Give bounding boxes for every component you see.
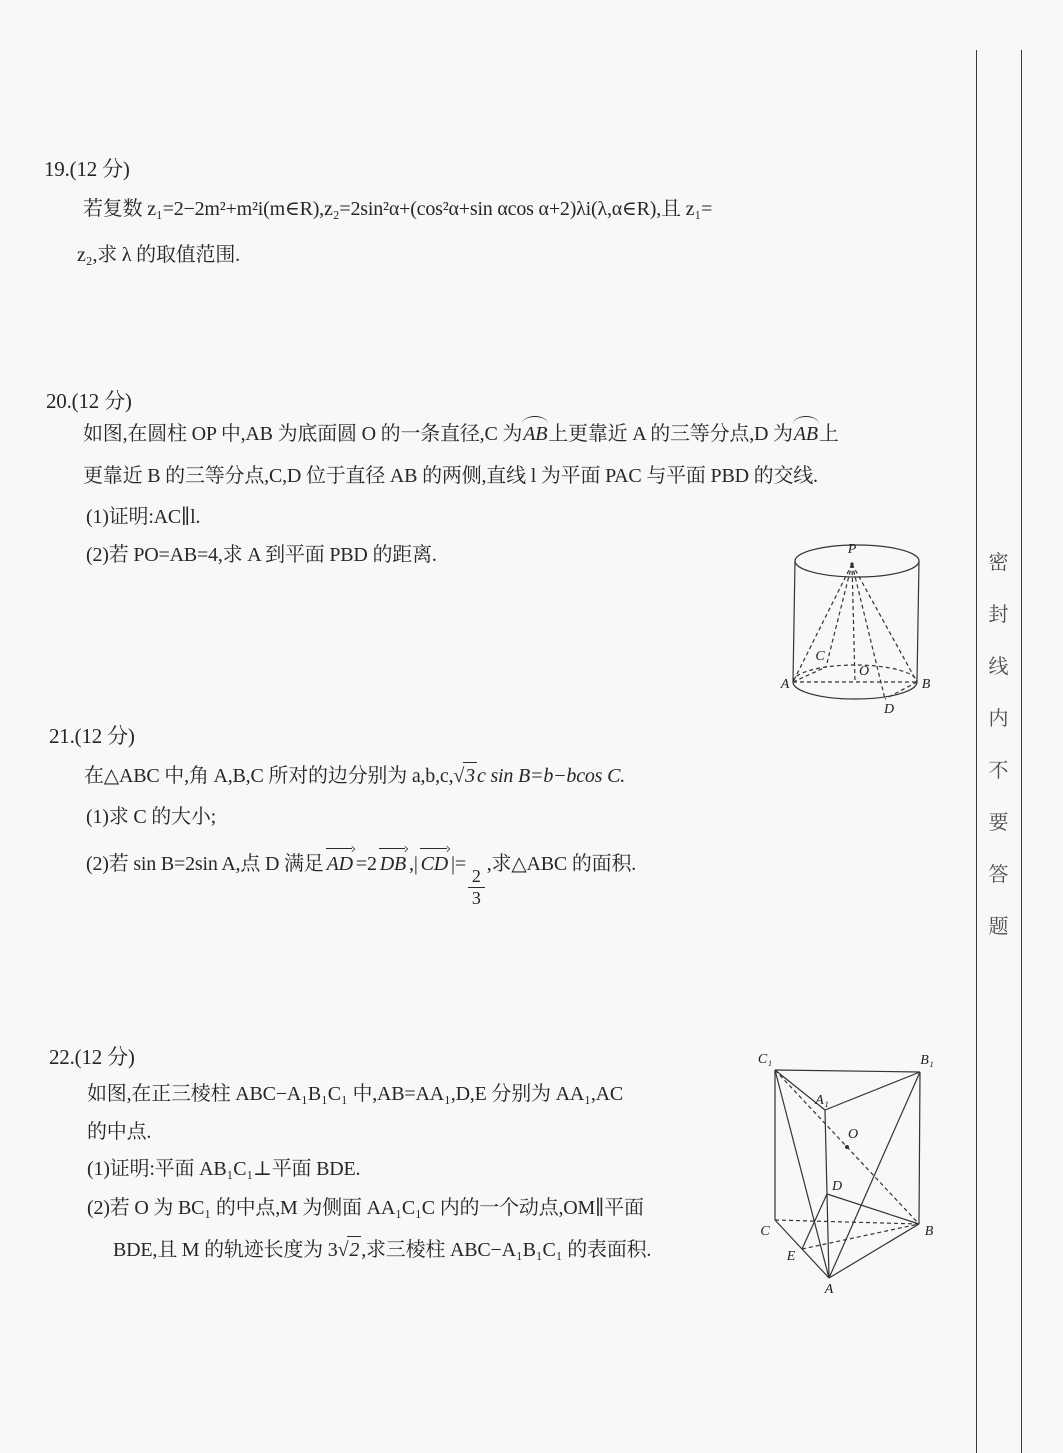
q21-score: (12 分) (74, 724, 135, 748)
q20-line-1 (83, 421, 839, 447)
q21-part-2-text-d: |= (451, 853, 466, 875)
q20-line-2: 更靠近 B 的三等分点,C,D 位于直径 AB 的两侧,直线 l 为平面 PAC 与平面 PBD 的交线. (83, 465, 818, 487)
prism-figure (745, 1043, 945, 1295)
q21-number: 21. (49, 724, 75, 748)
point-O (845, 1145, 849, 1149)
q22-score: (12 分) (74, 1045, 135, 1069)
seal-char: 题 (988, 916, 1009, 938)
q19-score: (12 分) (69, 157, 130, 181)
q22-line-1: 如图,在正三棱柱 ABC−A₁B₁C₁ 中,AB=AA₁,D,E 分别为 AA₁,AC (87, 1083, 624, 1105)
edge-D-E (802, 1194, 827, 1249)
q20-part-2: (2)若 PO=AB=4,求 A 到平面 PBD 的距离. (86, 544, 437, 566)
seal-text-vertical (976, 553, 1021, 937)
label-O: O (847, 1127, 859, 1142)
label-B1: B₁ (920, 1053, 934, 1068)
q21-line-1 (84, 762, 625, 789)
edge-E-B (802, 1224, 919, 1249)
q21-part-2-text-e: ,求△ABC 的面积. (486, 853, 637, 875)
seal-char: 线 (988, 656, 1009, 678)
q21-part-2-text-b: =2 (355, 853, 377, 875)
q22-header (49, 1044, 135, 1070)
label-C1: C₁ (757, 1052, 773, 1067)
label-D: D (883, 702, 895, 717)
label-C: C (815, 649, 825, 664)
label-A: A (824, 1282, 834, 1297)
q21-header (49, 723, 135, 749)
q22-part-2-text-a: BDE,且 M 的轨迹长度为 3√ (113, 1239, 349, 1261)
fraction-denominator: 3 (468, 887, 485, 908)
label-D: D (831, 1179, 843, 1194)
label-E: E (786, 1249, 796, 1264)
q19-line-2: z₂,求 λ 的取值范围. (77, 244, 240, 266)
q19-number: 19. (44, 157, 70, 181)
q22-number: 22. (49, 1045, 75, 1069)
vector-DB: DB (379, 853, 407, 875)
q19-header (44, 156, 130, 182)
seal-char: 答 (988, 864, 1009, 886)
fraction-numerator: 2 (471, 866, 481, 886)
q21-part-2-text-c: ,| (409, 853, 418, 875)
arc-over-AB-icon: AB (523, 423, 548, 445)
q20-number: 20. (46, 389, 72, 413)
q22-part-1: (1)证明:平面 AB₁C₁⊥平面 BDE. (87, 1158, 361, 1180)
label-O: O (858, 664, 870, 679)
vector-AD: AD (326, 853, 353, 875)
point-P (850, 562, 853, 565)
label-B: B (924, 1224, 934, 1239)
q21-part-2 (86, 851, 636, 908)
seal-char: 不 (988, 760, 1009, 782)
sqrt3-radicand: 3 (463, 762, 477, 789)
q21-part-2-text-a: (2)若 sin B=2sin A,点 D 满足 (86, 853, 324, 875)
arc-over-AB-icon: AB (793, 423, 818, 445)
label-P: P (847, 542, 857, 557)
fraction-two-thirds (468, 867, 485, 908)
q20-line-1-text-a: 如图,在圆柱 OP 中,AB 为底面圆 O 的一条直径,C 为 (83, 423, 523, 445)
q20-score: (12 分) (71, 389, 132, 413)
seal-char: 要 (988, 812, 1009, 834)
seal-char: 密 (988, 552, 1009, 574)
q21-line-1-text-a: 在△ABC 中,角 A,B,C 所对的边分别为 a,b,c,√ (84, 765, 465, 787)
edge-C-B (775, 1220, 919, 1224)
q19-line-1: 若复数 z₁=2−2m²+m²i(m∈R),z₂=2sin²α+(cos²α+sin αcos α+2)λi(λ,α∈R),且 z₁= (83, 198, 713, 220)
q21-part-1: (1)求 C 的大小; (86, 806, 217, 828)
q20-line-1-text-b: 上更靠近 A 的三等分点,D 为 (548, 423, 793, 445)
sqrt2-radicand: 2 (347, 1236, 361, 1263)
label-A1: A₁ (815, 1093, 829, 1108)
seal-line-right (1021, 50, 1022, 1453)
q20-part-1: (1)证明:AC∥l. (86, 506, 201, 528)
label-B: B (921, 677, 931, 692)
label-A: A (780, 677, 790, 692)
q22-part-2-text-b: ,求三棱柱 ABC−A₁B₁C₁ 的表面积. (361, 1239, 652, 1261)
q22-part-2-line-1: (2)若 O 为 BC₁ 的中点,M 为侧面 AA₁C₁C 内的一个动点,OM∥平面 (87, 1197, 644, 1219)
seal-char: 内 (988, 708, 1009, 730)
q20-header (46, 388, 132, 414)
q22-line-2: 的中点. (87, 1121, 152, 1143)
q20-line-1-text-c: 上 (818, 423, 839, 445)
cylinder-bottom-front (793, 682, 917, 699)
vector-CD: CD (420, 853, 449, 875)
label-C: C (760, 1224, 770, 1239)
cylinder-figure (778, 536, 942, 724)
q21-line-1-text-b: c sin B=b−bcos C. (476, 765, 626, 787)
q22-part-2-line-2 (113, 1236, 651, 1263)
seal-char: 封 (988, 604, 1009, 626)
cone-edges (793, 564, 917, 699)
